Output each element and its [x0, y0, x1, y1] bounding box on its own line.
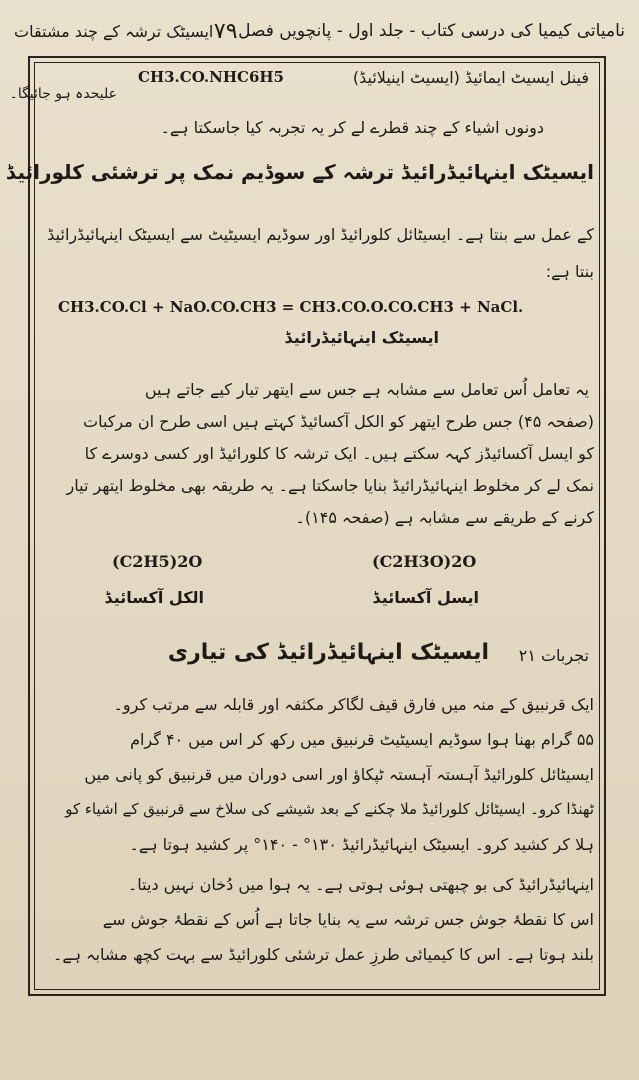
paragraph-line-5: کرنے کے طریقے سے مشابہ ہے (صفحہ ۱۴۵)۔	[295, 508, 594, 527]
label-acyl-oxide: ایسل آکسائیڈ	[372, 588, 479, 607]
paragraph-line-2: (صفحہ ۴۵) جس طرح ایتھر کو الکل آکسائیڈ کہتے ہیں اسی طرح ان مرکبات	[83, 412, 594, 431]
running-title: نامیاتی کیمیا کی درسی کتاب - جلد اول - پانچویں فصل	[238, 21, 625, 41]
line-1-tail: علیحدہ ہو جائیگا۔	[9, 86, 117, 102]
line-3: کے عمل سے بنتا ہے۔ ایسیٹائل کلورائیڈ اور سوڈیم ایسیٹیٹ سے ایسیٹک اینہائیڈرائیڈ	[47, 225, 594, 244]
formula-acyl-oxide: (C2H3O)2O	[372, 552, 477, 571]
experiment-line-1: ایک قرنبیق کے منہ میں فارق قیف لگاکر مکثفہ اور قابلہ سے مرتب کرو۔	[113, 695, 594, 714]
page-header	[14, 10, 625, 52]
experiment-line-3: ایسیٹائل کلورائیڈ آہستہ آہستہ ٹپکاؤ اور اسی دوران میں قرنبیق کو پانی میں	[84, 765, 594, 784]
line-1-formula: CH3.CO.NHC6H5	[138, 68, 284, 86]
experiment-line-8: بلند ہوتا ہے۔ اس کا کیمیائی طرزِ عمل ترشئی کلورائیڈ سے بہت کچھ مشابہ ہے۔	[52, 945, 594, 964]
paragraph-line-4: نمک لے کر مخلوط اینہائیڈرائیڈ بنایا جاسکتا ہے۔ یہ طریقہ بھی مخلوط ایتھر تیار	[66, 476, 594, 495]
equation-label: ایسیٹک اینہائیڈرائیڈ	[284, 328, 439, 347]
formula-alkyl-oxide: (C2H5)2O	[112, 552, 203, 571]
line-2: دونوں اشیاء کے چند قطرے لے کر یہ تجربہ کیا جاسکتا ہے۔	[160, 118, 544, 137]
experiment-line-4: ٹھنڈا کرو۔ ایسیٹائل کلورائیڈ ملا چکنے کے بعد شیشے کی سلاخ سے قرنبیق کے اشیاء کو	[65, 800, 594, 818]
paragraph-line-3: کو ایسل آکسائیڈز کہہ سکتے ہیں۔ ایک ترشہ کا کلورائیڈ اور کسی دوسرے کا	[84, 444, 594, 463]
section-title: ایسیٹک ترشہ کے چند مشتقات	[14, 21, 214, 41]
line-4: بنتا ہے:	[545, 262, 594, 281]
heading-preparation: ایسیٹک اینہائیڈرائیڈ کی تیاری	[167, 640, 489, 665]
page-number: ۷۹	[213, 18, 238, 44]
label-alkyl-oxide: الکل آکسائیڈ	[104, 588, 204, 607]
reaction-equation: CH3.CO.Cl + NaO.CO.CH3 = CH3.CO.O.CO.CH3 + NaCl.	[58, 298, 524, 316]
paragraph-line-1: یہ تعامل اُس تعامل سے مشابہ ہے جس سے ایتھر تیار کیے جاتے ہیں	[144, 380, 589, 399]
line-1-name: فینل ایسیٹ ایمائیڈ (ایسیٹ اینیلائیڈ)	[352, 68, 589, 87]
experiment-line-2: ۵۵ گرام بھنا ہوا سوڈیم ایسیٹیٹ قرنبیق میں رکھ کر اس میں ۴۰ گرام	[130, 730, 594, 749]
experiment-number: تجربات ۲۱	[518, 646, 589, 665]
experiment-line-7: اس کا نقطۂ جوش جس ترشہ سے یہ بنایا جاتا ہے اُس کے نقطۂ جوش سے	[102, 910, 594, 929]
experiment-line-5: ہلا کر کشید کرو۔ ایسیٹک اینہائیڈرائیڈ ۱۳۰° - ۱۴۰° پر کشید ہوتا ہے۔	[129, 835, 594, 854]
heading-acetic-anhydride: ایسیٹک اینہائیڈرائیڈ ترشہ کے سوڈیم نمک پر ترشئی کلورائیڈ	[5, 160, 594, 184]
experiment-line-6: اینہائیڈرائیڈ کی بو چبھتی ہوئی ہوتی ہے۔ یہ ہوا میں دُخان نہیں دیتا۔	[127, 875, 594, 894]
